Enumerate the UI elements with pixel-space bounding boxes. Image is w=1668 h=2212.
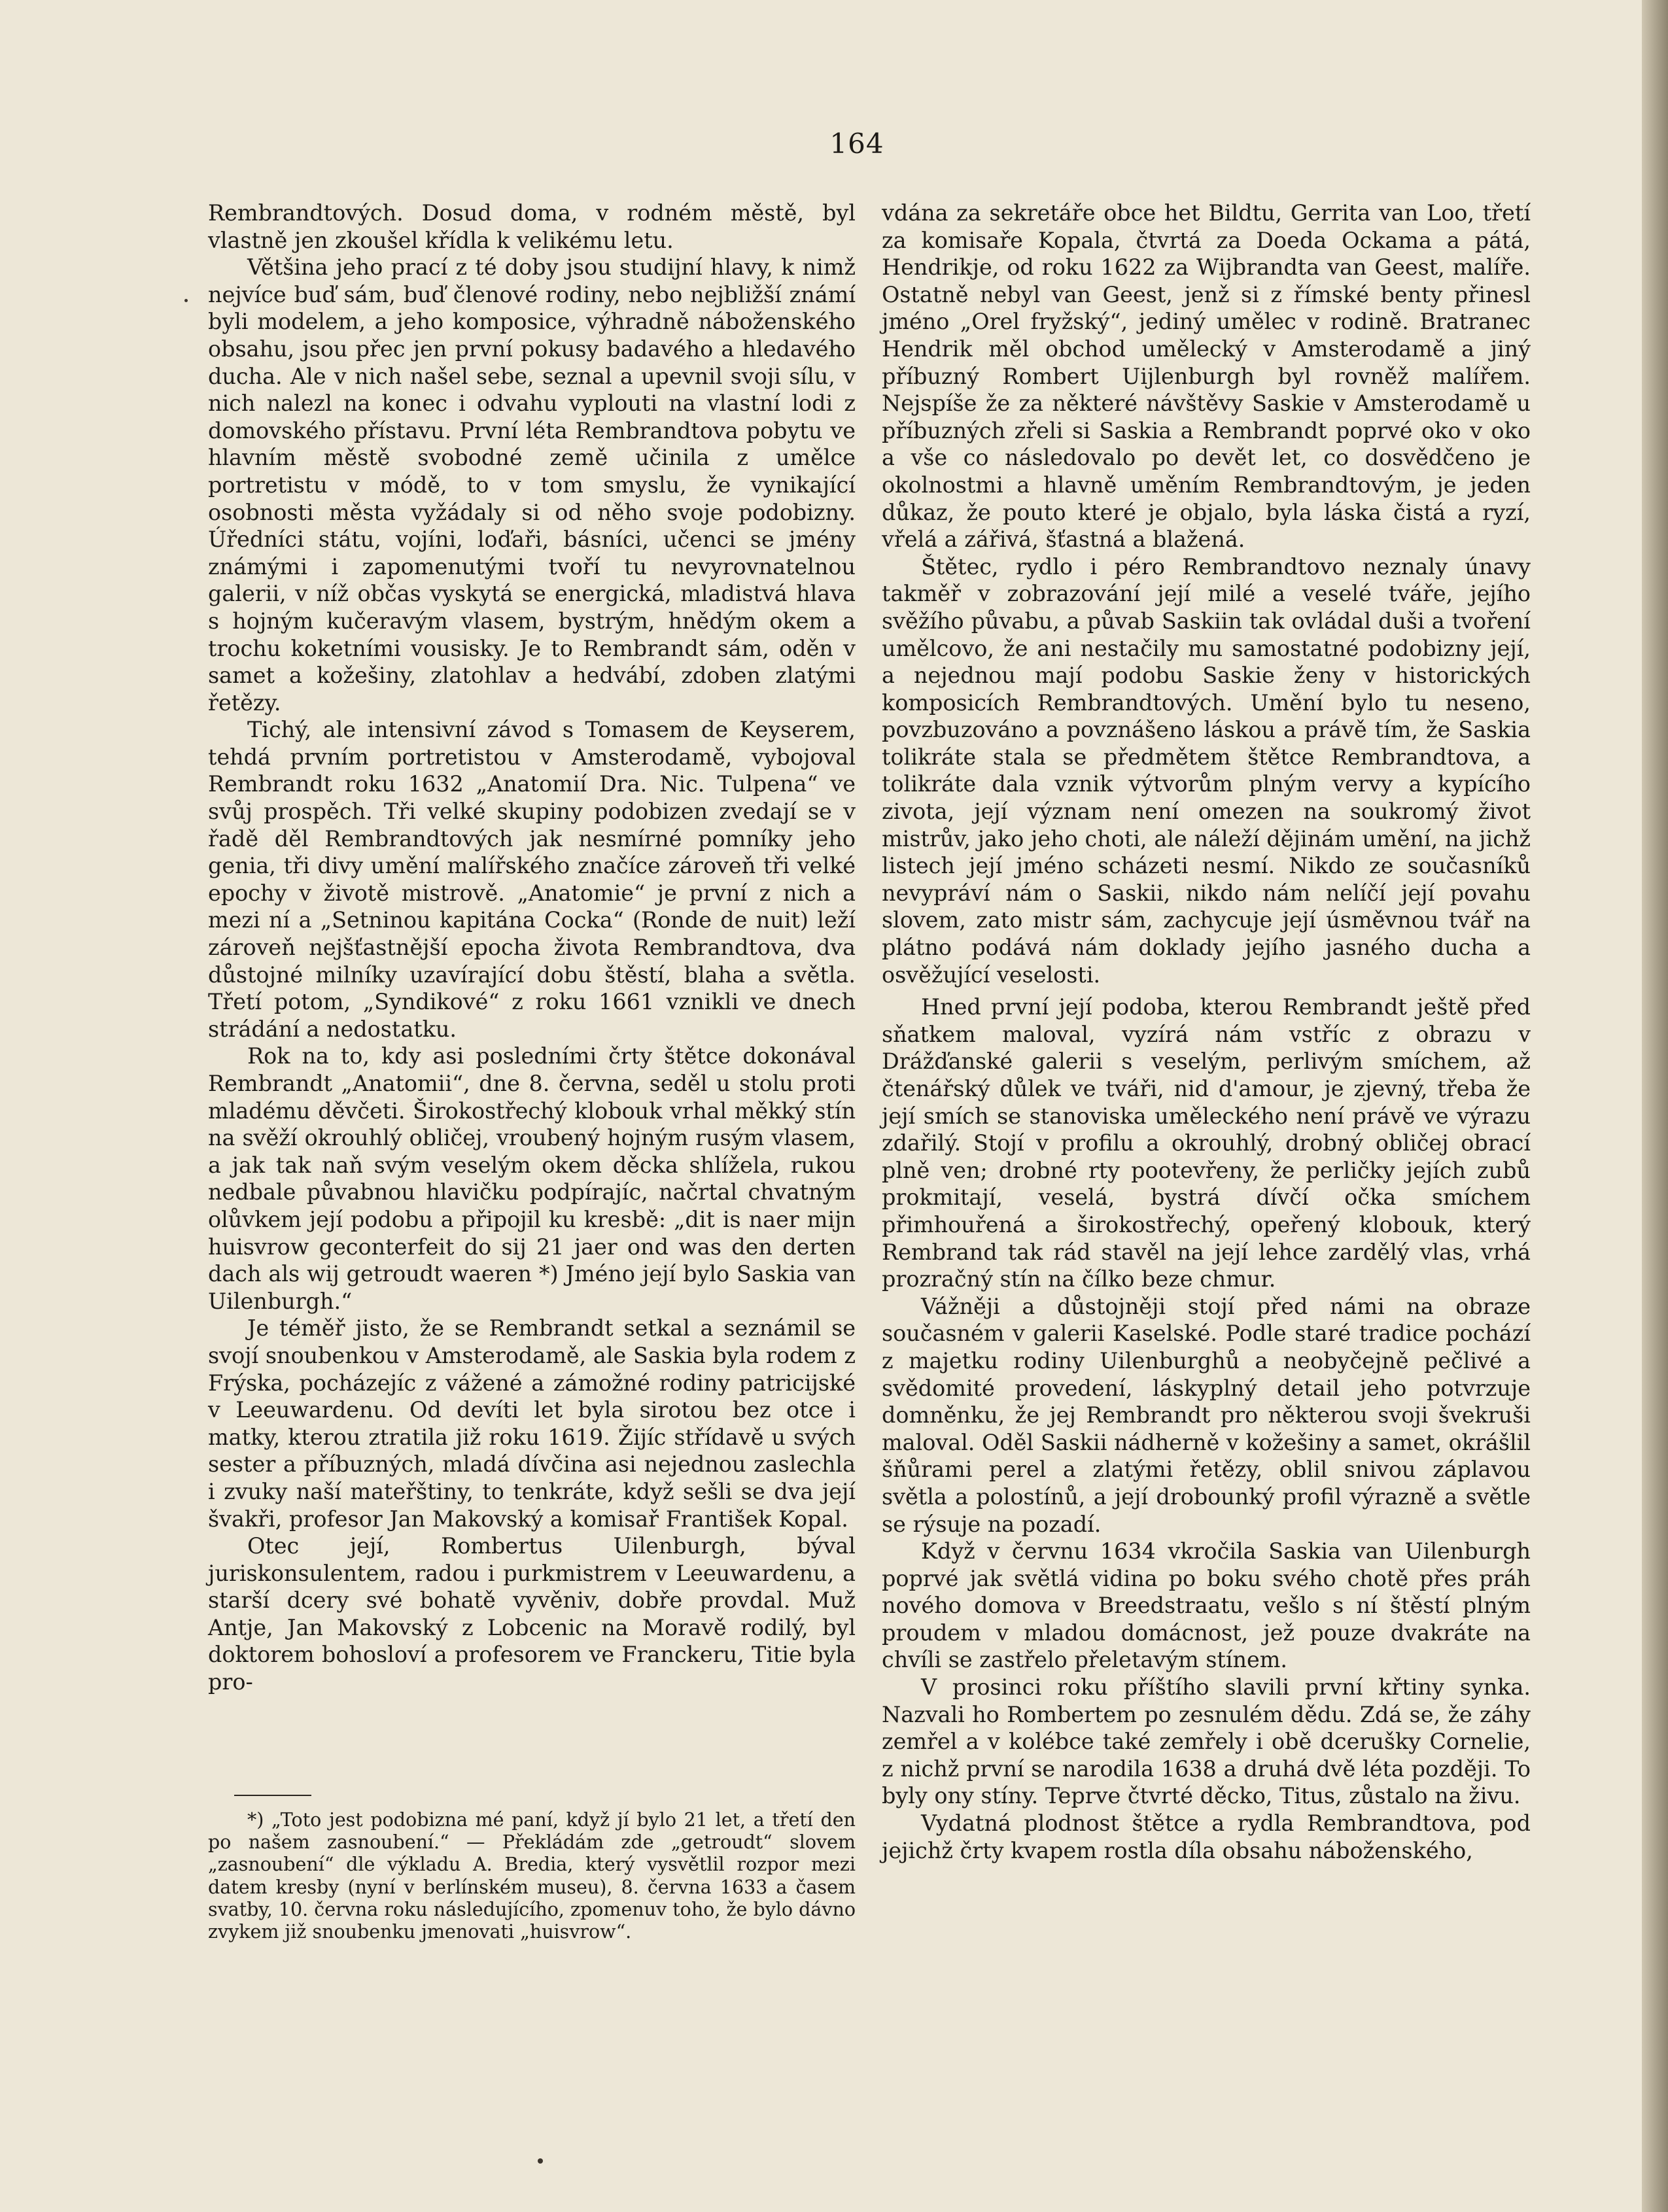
paragraph: Je téměř jisto, že se Rembrandt setkal a seznámil se svojí snoubenkou v Amsterodamě, ale Saskia byla rodem z Frýska, pocházejíc z vážené a zámožné rodiny patricijské v Leeuwardenu. Od devíti let byla sirotou bez otce i matky, kterou ztratila již roku 1619. Žijíc střídavě u svých sester a příbuzných, mladá dívčina asi nejednou zaslechla i zvuky naší mateřštiny, to tenkráte, když sešli se dva její švakři, profesor Jan Makovský a komisař František Kopal. xyxy=(208,1315,856,1532)
paragraph: Když v červnu 1634 vkročila Saskia van Uilenburgh poprvé jak světlá vidina po boku svého chotě přes práh nového domova v Breedstraatu, vešlo s ní štěstí plným proudem v mladou domácnost, jež pouze dvakráte na chvíli se zastřelo přeletavým stínem. xyxy=(882,1538,1531,1673)
page-number: 164 xyxy=(829,128,884,160)
paragraph: Většina jeho prací z té doby jsou studijní hlavy, k nimž nejvíce buď sám, buď členové rodiny, nebo nejbližší známí byli modelem, a jeho komposice, výhradně náboženského obsahu, jsou přec jen první pokusy badavého a hledavého ducha. Ale v nich našel sebe, seznal a upevnil svoji sílu, v nich nalezl na konec i odvahu vyplouti na vlastní lodi z domovského přístavu. První léta Rembrandtova pobytu ve hlavním městě svobodné země učinila z umělce portretistu v módě, to v tom smyslu, že vynikající osobnosti města vyžádaly si od něho svoje podobizny. Úředníci státu, vojíni, loďaři, básníci, učenci se jmény známými i zapomenutými tvoří tu nevyrovnatelnou galerii, v níž občas vyskytá se energická, mladistvá hlava s hojným kučeravým vlasem, bystrým, hnědým okem a trochu koketními vousisky. Je to Rembrandt sám, oděn v samet a kožešiny, zlatohlav a hedvábí, zdoben zlatými řetězy. xyxy=(208,254,856,716)
ink-speck xyxy=(184,299,188,302)
paragraph: V prosinci roku příštího slavili první křtiny synka. Nazvali ho Rombertem po zesnulém dědu. Zdá se, že záhy zemřel a v kolébce také zemřely i obě dcerušky Cornelie, z nichž první se narodila 1638 a druhá dvě léta později. To byly ony stíny. Teprve čtvrté děcko, Titus, zůstalo na živu. xyxy=(882,1674,1531,1809)
paragraph: Vydatná plodnost štětce a rydla Rembrandtova, pod jejichž črty kvapem rostla díla obsahu náboženského, xyxy=(882,1810,1531,1863)
paragraph: Vážněji a důstojněji stojí před námi na obraze současném v galerii Kaselské. Podle staré tradice pochází z majetku rodiny Uilenburghů a neobyčejně pečlivé a svědomité provedení, láskyplný detail jeho potvrzuje domněnku, že jej Rembrandt pro některou svoji švekruši maloval. Oděl Saskii nádherně v kožešiny a samet, okrášlil šňůrami perel a zlatými řetězy, oblil snivou záplavou světla a polostínů, a její drobounký profil výrazně a světle se rýsuje na pozadí. xyxy=(882,1293,1531,1537)
paragraph: Tichý, ale intensivní závod s Tomasem de Keyserem, tehdá prvním portretistou v Amsterodamě, vybojoval Rembrandt roku 1632 „Anatomií Dra. Nic. Tulpena“ ve svůj prospěch. Tři velké skupiny podobizen zvedají se v řadě děl Rembrandtových jak nesmírné pomníky jeho genia, tři divy umění malířského značíce zároveň tři velké epochy v životě mistrově. „Anatomie“ je první z nich a mezi ní a „Setninou kapitána Cocka“ (Ronde de nuit) leží zároveň nejšťastnější epocha života Rembrandtova, dva důstojné milníky uzavírající dobu štěstí, blaha a světla. Třetí potom, „Syndikové“ z roku 1661 vznikli ve dnech strádání a nedostatku. xyxy=(208,717,856,1042)
page-edge xyxy=(1642,0,1668,2212)
paragraph: Otec její, Rombertus Uilenburgh, býval juriskonsulentem, radou i purkmistrem v Leeuwardenu, a starší dcery své bohatě vyvěniv, dobře provdal. Muž Antje, Jan Makovský z Lobcenic na Moravě rodilý, byl doktorem bohosloví a profesorem ve Franckeru, Titie byla pro- xyxy=(208,1533,856,1695)
right-column xyxy=(882,199,1531,1864)
paragraph: Hned první její podoba, kterou Rembrandt ještě před sňatkem maloval, vyzírá nám vstříc z obrazu v Drážďanské galerii s veselým, perlivým smíchem, až čtenářský důlek ve tváři, nid d'amour, je zjevný, třeba že její smích se stanoviska uměleckého není právě ve výrazu zdařilý. Stojí v profilu a okrouhlý, drobný obličej obrací plně ven; drobné rty pootevřeny, že perličky jejích zubů prokmitají, veselá, bystrá dívčí očka smíchem přimhouřená a širokostřechý, opeřený klobouk, který Rembrand tak rád stavěl na její lehce zardělý vlas, vrhá prozračný stín na čílko beze chmur. xyxy=(882,994,1531,1292)
paragraph: vdána za sekretáře obce het Bildtu, Gerrita van Loo, třetí za komisaře Kopala, čtvrtá za Doeda Ockama a pátá, Hendrikje, od roku 1622 za Wijbrandta van Geest, malíře. Ostatně nebyl van Geest, jenž si z římské benty přinesl jméno „Orel fryžský“, jediný umělec v rodině. Bratranec Hendrik měl obchod umělecký v Amsterodamě a jiný příbuzný Rombert Uijlenburgh byl rovněž malířem. Nejspíše že za některé návštěvy Saskie v Amsterodamě u příbuzných zřeli si Saskia a Rembrandt poprvé oko v oko a vše co následovalo po devět let, co dosvědčeno je okolnostmi a hlavně uměním Rembrandtovým, je jeden důkaz, že pouto které je objalo, byla láska čistá a ryzí, vřelá a zářivá, šťastná a blažená. xyxy=(882,200,1531,553)
left-column xyxy=(208,199,856,1696)
footnote-divider xyxy=(234,1795,311,1796)
paragraph: Štětec, rydlo i péro Rembrandtovo neznaly únavy takměř v zobrazování její milé a veselé tváře, jejího svěžího půvabu, a půvab Saskiin tak ovládal duši a tvoření umělcovo, že ani nestačily mu samostatné podobizny její, a nejednou mají podobu Saskie ženy v historických komposicích Rembrandtových. Umění bylo tu neseno, povzbuzováno a povznášeno láskou a právě tím, že Saskia tolikráte stala se předmětem štětce Rembrandtova, a tolikráte dala vznik výtvorům plným vervy a kypícího zivota, její význam není omezen na soukromý život mistrův, jako jeho choti, ale náleží dějinám umění, na jichž listech její jméno scházeti nesmí. Nikdo ze současníků nevypráví nám o Saskii, nikdo nám nelíčí její povahu slovem, zato mistr sám, zachycuje její úsměvnou tvář na plátno podává nám doklady jejího jasného ducha a osvěžující veselosti. xyxy=(882,553,1531,988)
paragraph: Rembrandtových. Dosud doma, v rodném městě, byl vlastně jen zkoušel křídla k velikému letu. xyxy=(208,200,856,253)
ink-speck xyxy=(538,2158,543,2164)
footnote xyxy=(208,1809,856,1943)
paragraph: Rok na to, kdy asi posledními črty štětce dokonával Rembrandt „Anatomii“, dne 8. června, seděl u stolu proti mladému děvčeti. Širokostřechý klobouk vrhal měkký stín na svěží okrouhlý obličej, vroubený hojným rusým vlasem, a jak tak naň svým veselým okem děcka shlížela, rukou nedbale půvabnou hlavičku podpírajíc, načrtal chvatným olůvkem její podobu a připojil ku kresbě: „dit is naer mijn huisvrow geconterfeit do sij 21 jaer ond was den derten dach als wij getroudt waeren *) Jméno její bylo Saskia van Uilenburgh.“ xyxy=(208,1043,856,1314)
footnote-text: *) „Toto jest podobizna mé paní, když jí bylo 21 let, a třetí den po našem zasnoubení.“ — Překládám zde „getroudt“ slovem „zasnoubení“ dle výkladu A. Bredia, který vysvětlil rozpor mezi datem kresby (nyní v berlínském museu), 8. června 1633 a časem svatby, 10. června roku následujícího, zpomenuv toho, že bylo dávno zvykem již snoubenku jmenovati „huisvrow“. xyxy=(208,1809,856,1943)
